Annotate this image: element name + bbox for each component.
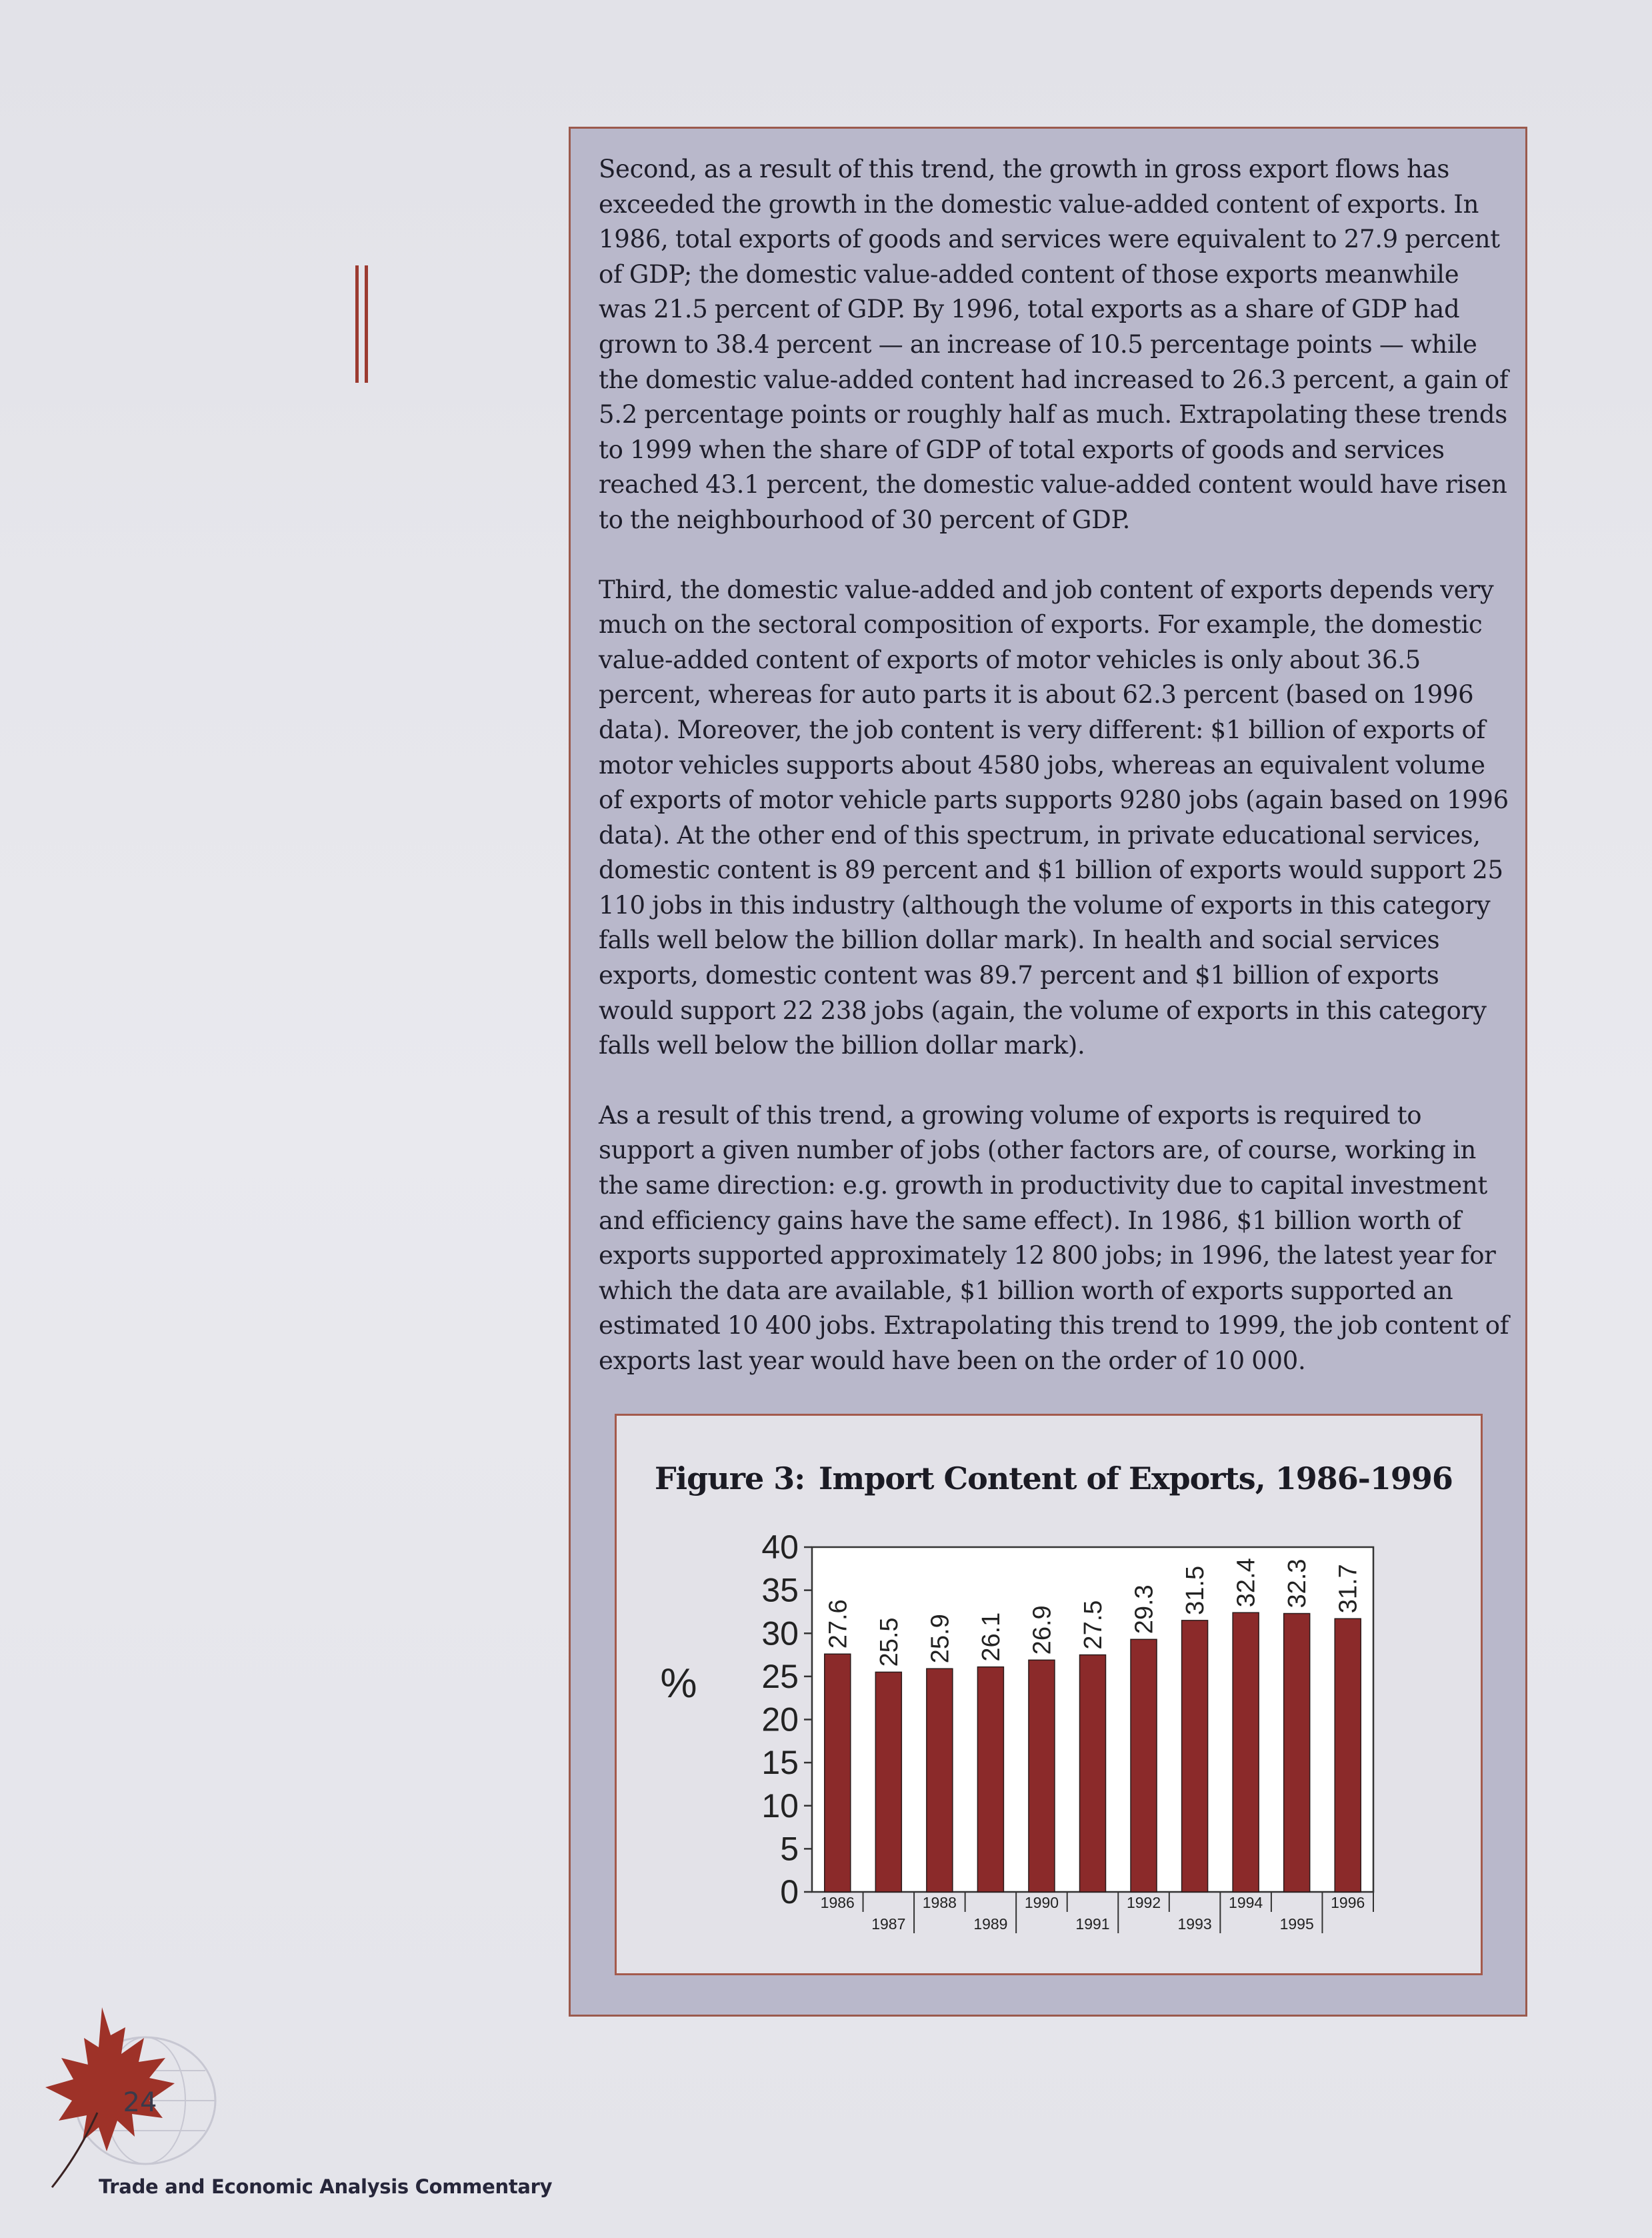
bar-1986 xyxy=(825,1654,851,1892)
decorative-double-rule xyxy=(355,265,370,383)
bar-1990 xyxy=(1029,1660,1055,1892)
y-tick-label: 30 xyxy=(761,1614,799,1652)
bar-1989 xyxy=(977,1667,1003,1892)
data-label-1990: 26.9 xyxy=(1028,1605,1057,1655)
x-tick-label-1986: 1986 xyxy=(820,1894,855,1911)
body-text xyxy=(599,152,1512,1414)
bar-1996 xyxy=(1335,1618,1361,1892)
y-tick-label: 15 xyxy=(761,1744,799,1782)
x-tick-label-1996: 1996 xyxy=(1331,1894,1365,1911)
page-number: 24 xyxy=(123,2087,157,2118)
x-tick-label-1992: 1992 xyxy=(1126,1894,1161,1911)
data-label-1993: 31.5 xyxy=(1181,1565,1210,1615)
y-tick-label: 0 xyxy=(780,1873,799,1911)
data-label-1987: 25.5 xyxy=(875,1617,903,1667)
x-tick-label-1988: 1988 xyxy=(922,1894,957,1911)
y-axis-label: % xyxy=(660,1660,697,1707)
data-label-1992: 29.3 xyxy=(1130,1584,1159,1634)
y-tick-label: 40 xyxy=(761,1534,799,1566)
import-content-bar-chart xyxy=(640,1534,1387,1961)
x-tick-label-1991: 1991 xyxy=(1075,1915,1110,1933)
bar-1995 xyxy=(1284,1614,1310,1892)
bar-1992 xyxy=(1131,1639,1157,1892)
data-label-1988: 25.9 xyxy=(926,1614,955,1664)
figure-title xyxy=(655,1460,1453,1496)
data-label-1986: 27.6 xyxy=(824,1599,853,1649)
figure-caption: Import Content of Exports, 1986-1996 xyxy=(819,1460,1453,1496)
data-label-1995: 32.3 xyxy=(1283,1558,1312,1608)
y-tick-label: 35 xyxy=(761,1571,799,1609)
data-label-1994: 32.4 xyxy=(1232,1558,1261,1608)
y-tick-label: 20 xyxy=(761,1701,799,1739)
x-tick-label-1987: 1987 xyxy=(871,1915,906,1933)
data-label-1991: 27.5 xyxy=(1079,1600,1107,1650)
x-tick-label-1989: 1989 xyxy=(973,1915,1008,1933)
paragraph-3: As a result of this trend, a growing volume of exports is required to support a given number of jobs (other factors are, of course, working in the same direction: e.g. growth in productivity due to capital investment and efficiency gains have the same effect). In 1986, $1 billion worth of exports supported approximately 12 800 jobs; in 1996, the latest year for which the data are available, $1 billion worth of exports supported an estimated 10 400 jobs. Extrapolating this trend to 1999, the job content of exports last year would have been on the order of 10 000. xyxy=(599,1100,1509,1375)
bar-1993 xyxy=(1182,1620,1208,1892)
x-tick-label-1993: 1993 xyxy=(1177,1915,1212,1933)
bar-1994 xyxy=(1233,1612,1259,1892)
figure-number: Figure 3: xyxy=(655,1460,805,1496)
y-tick-label: 10 xyxy=(761,1787,799,1825)
paragraph-1: Second, as a result of this trend, the growth in gross export flows has exceeded the growth in the domestic value-added content of exports. In 1986, total exports of goods and services were equivalent to 27.9 percent of GDP; the domestic value-added content of those exports meanwhile was 21.5 percent of GDP. By 1996, total exports as a share of GDP had grown to 38.4 percent — an increase of 10.5 percentage points — while the domestic value-added content had increased to 26.3 percent, a gain of 5.2 percentage points or roughly half as much. Extrapolating these trends to 1999 when the share of GDP of total exports of goods and services reached 43.1 percent, the domestic value-added content would have risen to the neighbourhood of 30 percent of GDP. xyxy=(599,155,1509,534)
publication-title: Trade and Economic Analysis Commentary xyxy=(99,2175,553,2198)
x-tick-label-1995: 1995 xyxy=(1279,1915,1314,1933)
paragraph-2: Third, the domestic value-added and job content of exports depends very much on the sectoral composition of exports. For example, the domestic value-added content of exports of motor vehicles is only about 36.5 percent, whereas for auto parts it is about 62.3 percent (based on 1996 data). Moreover, the job content is very different: $1 billion of exports of motor vehicles supports about 4580 jobs, whereas an equivalent volume of exports of motor vehicle parts supports 9280 jobs (again based on 1996 data). At the other end of this spectrum, in private educational services, domestic content is 89 percent and $1 billion of exports would support 25 110 jobs in this industry (although the volume of exports in this category falls well below the billion dollar mark). In health and social services exports, domestic content was 89.7 percent and $1 billion of exports would support 22 238 jobs (again, the volume of exports in this category falls well below the billion dollar mark). xyxy=(599,575,1509,1060)
y-tick-label: 25 xyxy=(761,1657,799,1695)
bar-1991 xyxy=(1080,1655,1106,1892)
x-tick-label-1994: 1994 xyxy=(1229,1894,1263,1911)
x-tick-label-1990: 1990 xyxy=(1024,1894,1059,1911)
y-tick-label: 5 xyxy=(780,1830,799,1868)
bar-1988 xyxy=(927,1668,953,1892)
bar-1987 xyxy=(875,1672,901,1892)
data-label-1989: 26.1 xyxy=(977,1612,1005,1662)
data-label-1996: 31.7 xyxy=(1334,1564,1363,1614)
